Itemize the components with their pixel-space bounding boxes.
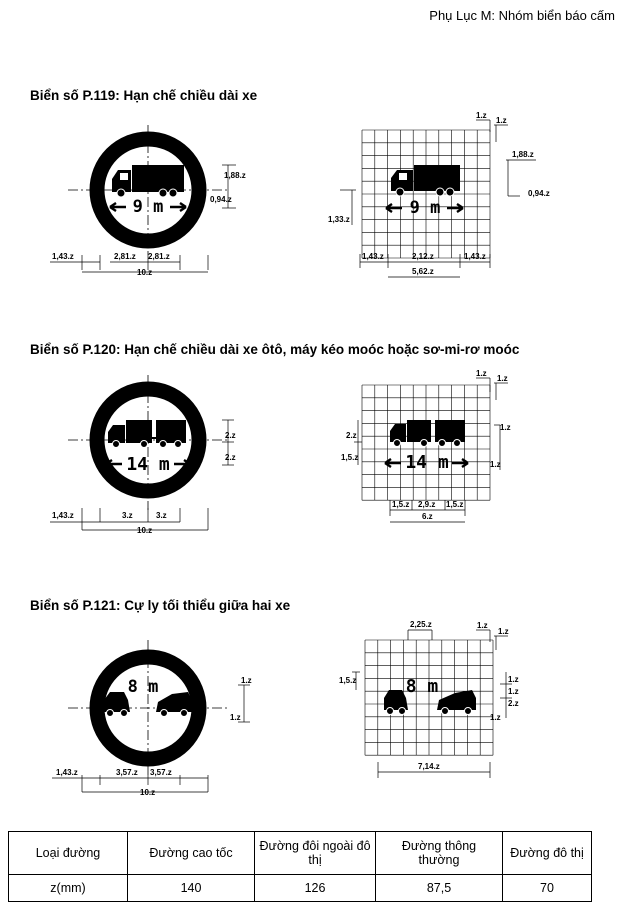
grid-dim-b3: 1,43.z: [464, 252, 486, 261]
grid-length-label: 9 m: [409, 198, 441, 218]
table-cell: 126: [255, 875, 376, 902]
table-row: [9, 875, 592, 902]
grid-dim-b3: 1,5.z: [446, 500, 464, 509]
heading-p120: Biển số P.120: Hạn chế chiều dài xe ôtô, máy kéo moóc hoặc sơ-mi-rơ moóc: [30, 342, 520, 357]
grid-distance-label: 8 m: [405, 676, 439, 697]
grid-p121: [365, 640, 493, 755]
car-icon: [384, 690, 408, 715]
table-header-cell: Loại đường: [9, 832, 128, 875]
grid-dim-t2: 1.z: [496, 116, 507, 125]
dim-r2: 2.z: [225, 453, 236, 462]
dim-w3: 2,81.z: [148, 252, 170, 261]
heading-p121: Biển số P.121: Cự ly tối thiểu giữa hai xe: [30, 598, 291, 613]
dim-r2: 0,94.z: [210, 195, 232, 204]
dim-w3: 3,57.z: [150, 768, 172, 777]
dim-r2: 1.z: [230, 713, 241, 722]
table-header-row: [9, 832, 592, 875]
grid-dim-t1: 1.z: [477, 621, 488, 630]
dim-w2: 2,81.z: [114, 252, 136, 261]
dim-total: 10.z: [140, 788, 156, 797]
table-row-label: z(mm): [9, 875, 128, 902]
grid-dim-t1: 1.z: [476, 111, 487, 120]
grid-dim-b1: 1,43.z: [362, 252, 384, 261]
sign-circle-p121: [68, 640, 228, 775]
grid-dim-b2: 2,9.z: [418, 500, 436, 509]
grid-dim-l2: 1,5.z: [341, 453, 359, 462]
grid-dim-t2: 1.z: [497, 374, 508, 383]
dim-w2: 3.z: [122, 511, 133, 520]
grid-dim-r1: 1.z: [508, 675, 519, 684]
sign-length-label: 9 m: [132, 197, 164, 217]
grid-dim-b4: 7,14.z: [418, 762, 440, 771]
table-cell: 140: [128, 875, 255, 902]
grid-dim-b1: 1,5.z: [392, 500, 410, 509]
dim-w1: 1,43.z: [52, 252, 74, 261]
grid-dim-r1: 1.z: [500, 423, 511, 432]
grid-dim-r1: 1,88.z: [512, 150, 534, 159]
grid-dim-r2: 0,94.z: [528, 189, 550, 198]
table-header-cell: Đường cao tốc: [128, 832, 255, 875]
grid-dim-b4: 6.z: [422, 512, 433, 521]
grid-dim-r2: 1.z: [508, 687, 519, 696]
appendix-title: Phụ Lục M: Nhóm biển báo cấm: [429, 8, 615, 23]
table-header-cell: Đường đô thị: [503, 832, 592, 875]
car-icon: [156, 692, 192, 717]
sign-length-label: 14 m: [126, 454, 170, 475]
table-cell: 70: [503, 875, 592, 902]
dim-w3: 3.z: [156, 511, 167, 520]
grid-dim-l1: 2.z: [346, 431, 357, 440]
dim-total: 10.z: [137, 526, 153, 535]
dim-w1: 1,43.z: [52, 511, 74, 520]
grid-dim-r2: 1.z: [490, 460, 501, 469]
dim-w1: 1,43.z: [56, 768, 78, 777]
grid-dim-l1: 1,33.z: [328, 215, 350, 224]
grid-dim-r4: 1.z: [490, 713, 501, 722]
grid-dim-b2: 2,12.z: [412, 252, 434, 261]
grid-dim-top: 2,25.z: [410, 620, 432, 629]
table-header-cell: Đường đôi ngoài đô thị: [255, 832, 376, 875]
grid-dim-r3: 2.z: [508, 699, 519, 708]
dim-r1: 2.z: [225, 431, 236, 440]
grid-dim-b4: 5,62.z: [412, 267, 434, 276]
heading-p119: Biển số P.119: Hạn chế chiều dài xe: [30, 88, 258, 103]
z-value-table: [8, 831, 592, 902]
dim-total: 10.z: [137, 268, 153, 277]
car-icon: [437, 690, 476, 715]
table-cell: 87,5: [376, 875, 503, 902]
grid-dim-t1: 1.z: [476, 369, 487, 378]
grid-dim-t2: 1.z: [498, 627, 509, 636]
table-header-cell: Đường thông thường: [376, 832, 503, 875]
dim-r1: 1,88.z: [224, 171, 246, 180]
dim-w2: 3,57.z: [116, 768, 138, 777]
grid-dim-l1: 1,5.z: [339, 676, 357, 685]
sign-distance-label: 8 m: [127, 677, 159, 697]
grid-length-label: 14 m: [405, 452, 449, 473]
dim-r1: 1.z: [241, 676, 252, 685]
car-icon: [104, 692, 130, 717]
